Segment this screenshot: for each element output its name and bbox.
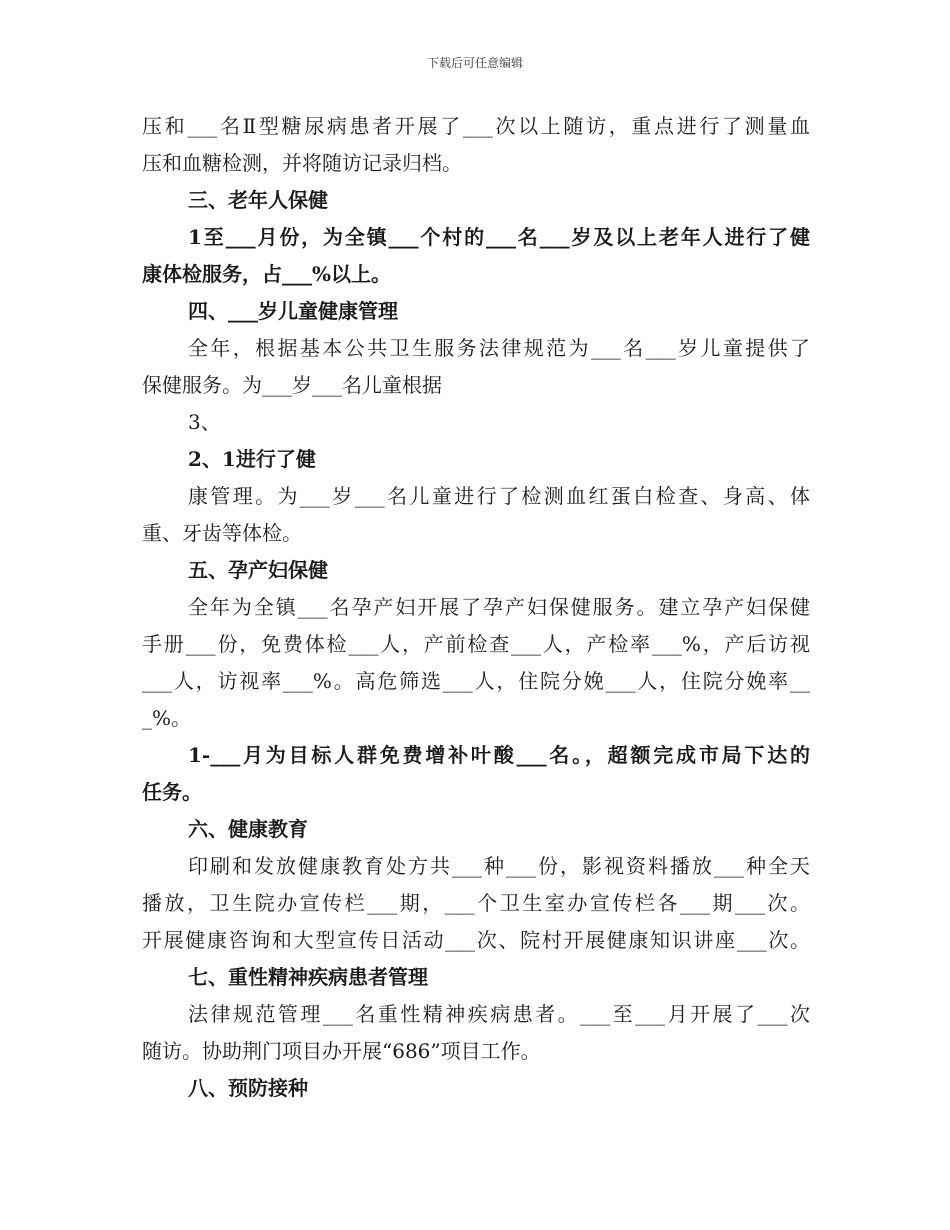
heading-line: 四、___岁儿童健康管理 bbox=[188, 299, 398, 323]
heading-line: 七、重性精神疾病患者管理 bbox=[188, 965, 428, 989]
heading-line: 1至___月份，为全镇___个村的___名___岁及以上老年人进行了健 bbox=[188, 225, 810, 249]
text-line: 康管理。为___岁___名儿童进行了检测血红蛋白检查、身高、体 bbox=[188, 484, 810, 508]
page-header: 下载后可任意编辑 bbox=[426, 56, 523, 70]
text-line: 重、牙齿等体检。 bbox=[142, 521, 302, 545]
text-line: 随访。协助荆门项目办开展“686”项目工作。 bbox=[142, 1039, 541, 1063]
text-line: _%。 bbox=[142, 706, 192, 730]
text-line: 播放，卫生院办宣传栏___期，___个卫生室办宣传栏各___期___次。 bbox=[142, 891, 810, 915]
text-line: 压和血糖检测，并将随访记录归档。 bbox=[142, 151, 462, 175]
heading-line: 三、老年人保健 bbox=[188, 188, 328, 212]
heading-line: 八、预防接种 bbox=[188, 1076, 308, 1100]
text-line: 全年为全镇___名孕产妇开展了孕产妇保健服务。建立孕产妇保健 bbox=[188, 595, 810, 619]
heading-line: 1-___月为目标人群免费增补叶酸___名。，超额完成市局下达的 bbox=[188, 743, 810, 767]
text-line: 全年，根据基本公共卫生服务法律规范为___名___岁儿童提供了 bbox=[188, 336, 810, 360]
text-line: 3、 bbox=[188, 410, 221, 434]
heading-line: 任务。 bbox=[142, 780, 202, 804]
text-line: ___人，访视率___%。高危筛选___人，住院分娩___人，住院分娩率__ bbox=[142, 669, 810, 693]
text-line: 印刷和发放健康教育处方共___种___份，影视资料播放___种全天 bbox=[188, 854, 810, 878]
heading-line: 五、孕产妇保健 bbox=[188, 558, 328, 582]
text-line: 法律规范管理___名重性精神疾病患者。___至___月开展了___次 bbox=[188, 1002, 810, 1026]
text-line: 手册___份，免费体检___人，产前检查___人，产检率___%，产后访视 bbox=[142, 632, 810, 656]
text-line: 开展健康咨询和大型宣传日活动___次、院村开展健康知识讲座___次。 bbox=[142, 928, 810, 952]
heading-line: 六、健康教育 bbox=[188, 817, 308, 841]
heading-line: 康体检服务，占___%以上。 bbox=[142, 262, 392, 286]
document-body bbox=[142, 108, 810, 1107]
heading-line: 2、1进行了健 bbox=[188, 447, 316, 471]
text-line: 压和___名Ⅱ型糖尿病患者开展了___次以上随访，重点进行了测量血 bbox=[142, 114, 810, 138]
text-line: 保健服务。为___岁___名儿童根据 bbox=[142, 373, 442, 397]
